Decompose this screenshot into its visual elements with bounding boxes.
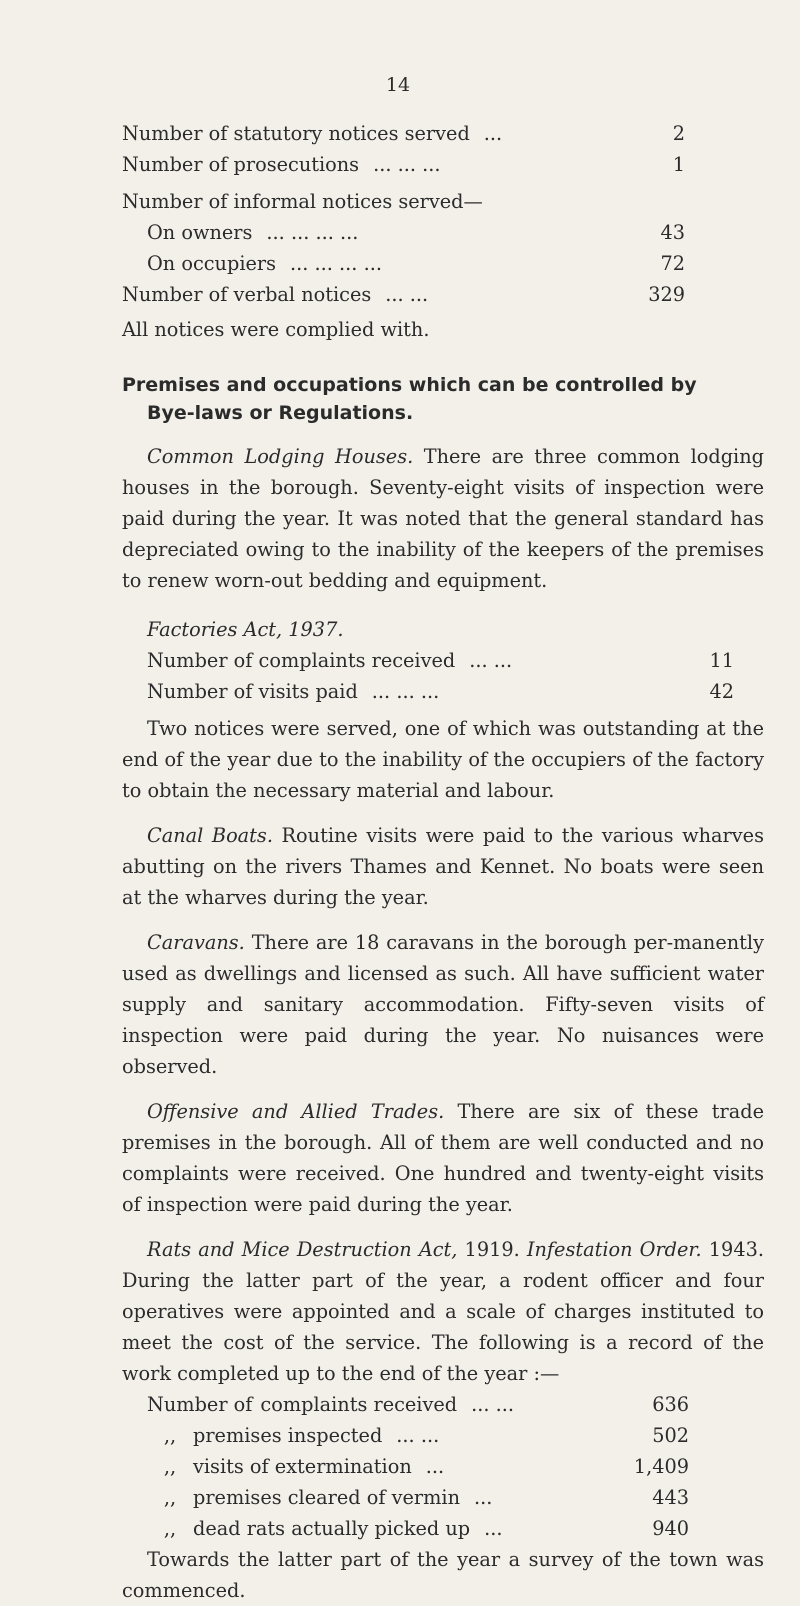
- heading-line-1: Premises and occupations which can be controlled by: [122, 374, 697, 396]
- row-value: 1,409: [633, 1455, 689, 1478]
- leader-dots: ... ... ... ...: [266, 221, 359, 244]
- caravans-text: There are 18 caravans in the borough per-manently used as dwellings and licensed as such. All have sufficient water supply and sanitary accommodation. Fifty-seven visits of inspection were paid during the year. No nuisances were observed.: [122, 931, 764, 1078]
- stat-value: 42: [709, 680, 734, 703]
- stat-value: 43: [660, 221, 685, 244]
- leader-dots: ...: [483, 122, 503, 145]
- stat-value: 2: [672, 122, 685, 145]
- notices-stats: [122, 118, 685, 310]
- stat-row-prosecutions: [122, 149, 685, 180]
- stat-label: On owners: [147, 221, 253, 244]
- offensive-title: Offensive and Allied Trades.: [147, 1100, 445, 1123]
- canal-paragraph: [122, 820, 764, 913]
- rats-stat-row: [147, 1451, 784, 1482]
- rats-title-2: Infestation Order.: [526, 1238, 702, 1261]
- leader-dots: ... ... ... ...: [290, 252, 382, 275]
- stat-row-owners: [122, 217, 685, 248]
- rats-title-1: Rats and Mice Destruction Act,: [147, 1238, 458, 1261]
- rats-stat-row: [147, 1482, 784, 1513]
- row-prefix: ,,: [163, 1517, 177, 1540]
- caravans-paragraph: [122, 927, 764, 1082]
- rats-stat-row: [147, 1389, 784, 1420]
- closing-paragraph: Towards the latter part of the year a survey of the town was commenced.: [122, 1548, 764, 1602]
- lodging-paragraph: [122, 441, 764, 596]
- rats-year: 1919.: [464, 1238, 520, 1261]
- leader-dots: ... ...: [471, 1393, 515, 1416]
- leader-dots: ... ... ...: [373, 153, 441, 176]
- stat-label: Number of complaints received: [147, 649, 456, 672]
- canal-title: Canal Boats.: [147, 824, 273, 847]
- stat-row-statutory: [122, 118, 685, 149]
- factories-stats: [147, 645, 734, 707]
- stat-row-complaints: [147, 645, 734, 676]
- leader-dots: ...: [484, 1517, 503, 1540]
- row-value: 502: [652, 1424, 689, 1447]
- rats-paragraph: [122, 1234, 764, 1389]
- heading-line-2: Bye-laws or Regulations.: [147, 402, 414, 424]
- leader-dots: ...: [473, 1486, 493, 1509]
- leader-dots: ... ...: [396, 1424, 440, 1447]
- stat-value: 11: [709, 649, 734, 672]
- stat-value: 1: [672, 153, 685, 176]
- leader-dots: ... ...: [469, 649, 513, 672]
- stat-row-occupiers: [122, 248, 685, 279]
- stat-label: Number of statutory notices served: [122, 122, 470, 145]
- stat-row-verbal: [122, 279, 685, 310]
- rats-stat-row: [147, 1420, 784, 1451]
- stat-label: Number of verbal notices: [122, 283, 372, 306]
- stat-value: 72: [660, 252, 685, 275]
- stat-value: 329: [648, 283, 685, 306]
- leader-dots: ... ...: [385, 283, 429, 306]
- factories-title: Factories Act, 1937.: [147, 618, 344, 641]
- row-value: 940: [652, 1517, 689, 1540]
- factories-paragraph: Two notices were served, one of which was outstanding at the end of the year due to the inability of the occupiers of the factory to obtain the necessary material and labour.: [122, 717, 764, 802]
- offensive-text: There are six of these trade premises in the borough. All of them are well conducted and no complaints were received. One hundred and twenty-eight visits of inspection were paid during the year.: [122, 1100, 764, 1216]
- offensive-paragraph: [122, 1096, 764, 1220]
- stat-label: Number of visits paid: [147, 680, 358, 703]
- rats-stat-row: [147, 1513, 784, 1544]
- row-prefix: Number of: [147, 1393, 253, 1416]
- leader-dots: ... ... ...: [371, 680, 440, 703]
- lodging-title: Common Lodging Houses.: [147, 445, 414, 468]
- row-label: complaints received: [260, 1393, 458, 1416]
- row-label: premises cleared of vermin: [193, 1486, 460, 1509]
- stat-label: Number of prosecutions: [122, 153, 360, 176]
- row-label: visits of extermination: [193, 1455, 412, 1478]
- rats-stats: [147, 1389, 784, 1544]
- row-label: premises inspected: [193, 1424, 383, 1447]
- leader-dots: ...: [425, 1455, 445, 1478]
- page-content: [122, 118, 764, 1606]
- caravans-title: Caravans.: [147, 931, 245, 954]
- page-number: 14: [385, 74, 411, 96]
- stat-row-visits: [147, 676, 734, 707]
- row-value: 443: [652, 1486, 689, 1509]
- lodging-text: There are three common lodging houses in the borough. Seventy-eight visits of inspection were paid during the year. It was noted that the general standard has depreciated owing to the inability of the keepers of the premises to renew worn-out bedding and equipment.: [122, 445, 764, 592]
- informal-notices-heading: Number of informal notices served—: [122, 190, 483, 213]
- row-prefix: ,,: [163, 1486, 177, 1509]
- row-prefix: ,,: [163, 1424, 177, 1447]
- complied-note: All notices were complied with.: [122, 318, 430, 341]
- row-prefix: ,,: [163, 1455, 177, 1478]
- canal-text: Routine visits were paid to the various wharves abutting on the rivers Thames and Kennet. No boats were seen at the wharves during the year.: [122, 824, 764, 909]
- section-heading: [122, 371, 764, 427]
- row-value: 636: [652, 1393, 689, 1416]
- rats-text: 1943. During the latter part of the year, a rodent officer and four operatives were appointed and a scale of charges instituted to meet the cost of the service. The following is a record of the work completed up to the end of the year :—: [122, 1238, 764, 1385]
- row-label: dead rats actually picked up: [193, 1517, 471, 1540]
- stat-label: On occupiers: [147, 252, 277, 275]
